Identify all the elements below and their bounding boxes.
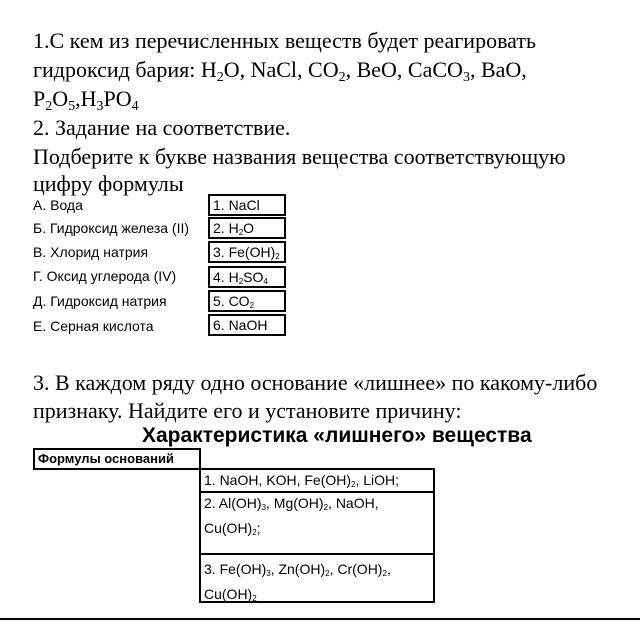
q2-left-item: Г. Оксид углерода (IV)	[33, 268, 177, 284]
q3-row-2: 2. $Al(OH)_3$, $Mg(OH)_2$, NaOH, $Cu(OH)_2$;	[199, 491, 435, 555]
q2-right-item: 6. NaOH	[208, 314, 286, 336]
q2-left-item: Д. Гидроксид натрия	[33, 293, 167, 309]
q2-right-item: 3. $Fe(OH)_2$	[208, 241, 286, 263]
q2-left-item: Б. Гидроксид железа (II)	[33, 220, 190, 236]
q2-instruction-1: Подберите к букве названия вещества соответствующую	[33, 144, 566, 169]
q1-line1: 1.С кем из перечисленных веществ будет реагировать	[33, 28, 537, 53]
q2-title: 2. Задание на соответствие.	[33, 115, 291, 140]
q3-line1: 3. В каждом ряду одно основание «лишнее» по какому-либо	[33, 370, 598, 395]
q2-left-item: В. Хлорид натрия	[33, 244, 149, 260]
q3-row-1: 1. NaOH, KOH, $Fe(OH)_2$, LiOH;	[199, 468, 435, 493]
q2-left-item: Е. Серная кислота	[33, 318, 154, 334]
q2-instruction-2: цифру формулы	[33, 171, 184, 196]
q3-heading: Характеристика «лишнего» вещества	[142, 424, 532, 447]
q3-line2: признаку. Найдите его и установите причину:	[33, 398, 462, 423]
q2-right-item: 1. NaCl	[208, 194, 286, 216]
q3-column-header: Формулы оснований	[33, 448, 201, 470]
q1-line3: P2O5,H3PO4	[33, 86, 139, 114]
bottom-rule	[0, 618, 640, 620]
q2-left-item: А. Вода	[33, 197, 83, 213]
q2-right-item: 5. $CO_2$	[208, 290, 286, 312]
q1-line2: гидроксид бария: H2O, NaCl, CO2, BeO, CaCO3, BaO,	[33, 57, 527, 85]
q3-row-3: 3. $Fe(OH)_3$, $Zn(OH)_2$, $Cr(OH)_2$, $Cu(OH)_2$	[199, 553, 435, 603]
q2-right-item: 4. $H_2SO_4$	[208, 266, 286, 288]
q2-right-item: 2. $H_2O$	[208, 217, 286, 239]
